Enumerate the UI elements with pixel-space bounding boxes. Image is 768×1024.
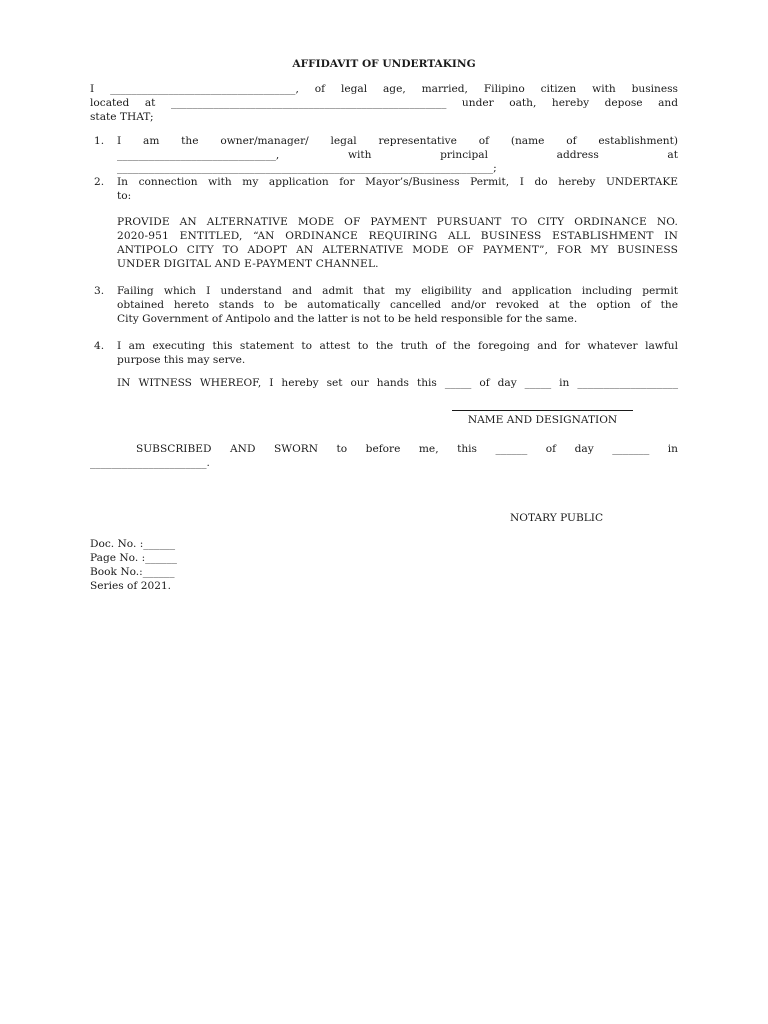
doc-no: Doc. No. :______ bbox=[90, 538, 176, 550]
signature-label: NAME AND DESIGNATION bbox=[467, 414, 618, 426]
item-1-line-1: I am the owner/manager/ legal representative of (name of establishment) bbox=[117, 135, 678, 147]
item-4-number: 4. bbox=[94, 340, 105, 352]
item-3-line-2: obtained hereto stands to be automatically cancelled and/or revoked at the option of the bbox=[117, 299, 678, 311]
item-1-line-3: _______________________________________________________________________; bbox=[117, 162, 497, 174]
undertaking-line-4: UNDER DIGITAL AND E-PAYMENT CHANNEL. bbox=[117, 258, 379, 270]
document-title: AFFIDAVIT OF UNDERTAKING bbox=[292, 58, 476, 70]
item-2-number: 2. bbox=[94, 176, 105, 188]
subscribed-line-2: ______________________. bbox=[90, 457, 210, 469]
page-no: Page No. :______ bbox=[90, 552, 177, 564]
item-4-line-2: purpose this may serve. bbox=[117, 354, 246, 366]
item-4-line-1: I am executing this statement to attest to the truth of the foregoing and for whatever lawful bbox=[117, 340, 678, 352]
item-3-number: 3. bbox=[94, 285, 105, 297]
undertaking-line-1: PROVIDE AN ALTERNATIVE MODE OF PAYMENT PURSUANT TO CITY ORDINANCE NO. bbox=[117, 216, 678, 228]
subscribed-line-1: SUBSCRIBED AND SWORN to before me, this ______ of day _______ in bbox=[136, 443, 678, 455]
item-3-line-3: City Government of Antipolo and the latter is not to be held responsible for the same. bbox=[117, 313, 578, 325]
item-2-line-2: to: bbox=[117, 190, 132, 202]
intro-line-2: located at ____________________________________________________ under oath, hereby depose and bbox=[90, 97, 678, 109]
item-1-number: 1. bbox=[94, 135, 105, 147]
signature-line bbox=[452, 410, 633, 411]
series-year: Series of 2021. bbox=[90, 580, 172, 592]
notary-public-label: NOTARY PUBLIC bbox=[510, 512, 604, 524]
undertaking-line-3: ANTIPOLO CITY TO ADOPT AN ALTERNATIVE MODE OF PAYMENT”, FOR MY BUSINESS bbox=[117, 244, 678, 256]
item-3-line-1: Failing which I understand and admit that my eligibility and application including permit bbox=[117, 285, 678, 297]
witness-line: IN WITNESS WHEREOF, I hereby set our hands this _____ of day _____ in ___________________ bbox=[117, 377, 678, 389]
book-no: Book No.:______ bbox=[90, 566, 175, 578]
intro-line-1: I ___________________________________, of legal age, married, Filipino citizen with business bbox=[90, 83, 678, 95]
intro-line-3: state THAT; bbox=[90, 111, 154, 123]
item-1-line-2: ______________________________, with principal address at bbox=[117, 149, 678, 161]
item-2-line-1: In connection with my application for Mayor’s/Business Permit, I do hereby UNDERTAKE bbox=[117, 176, 678, 188]
undertaking-line-2: 2020-951 ENTITLED, “AN ORDINANCE REQUIRING ALL BUSINESS ESTABLISHMENT IN bbox=[117, 230, 678, 242]
